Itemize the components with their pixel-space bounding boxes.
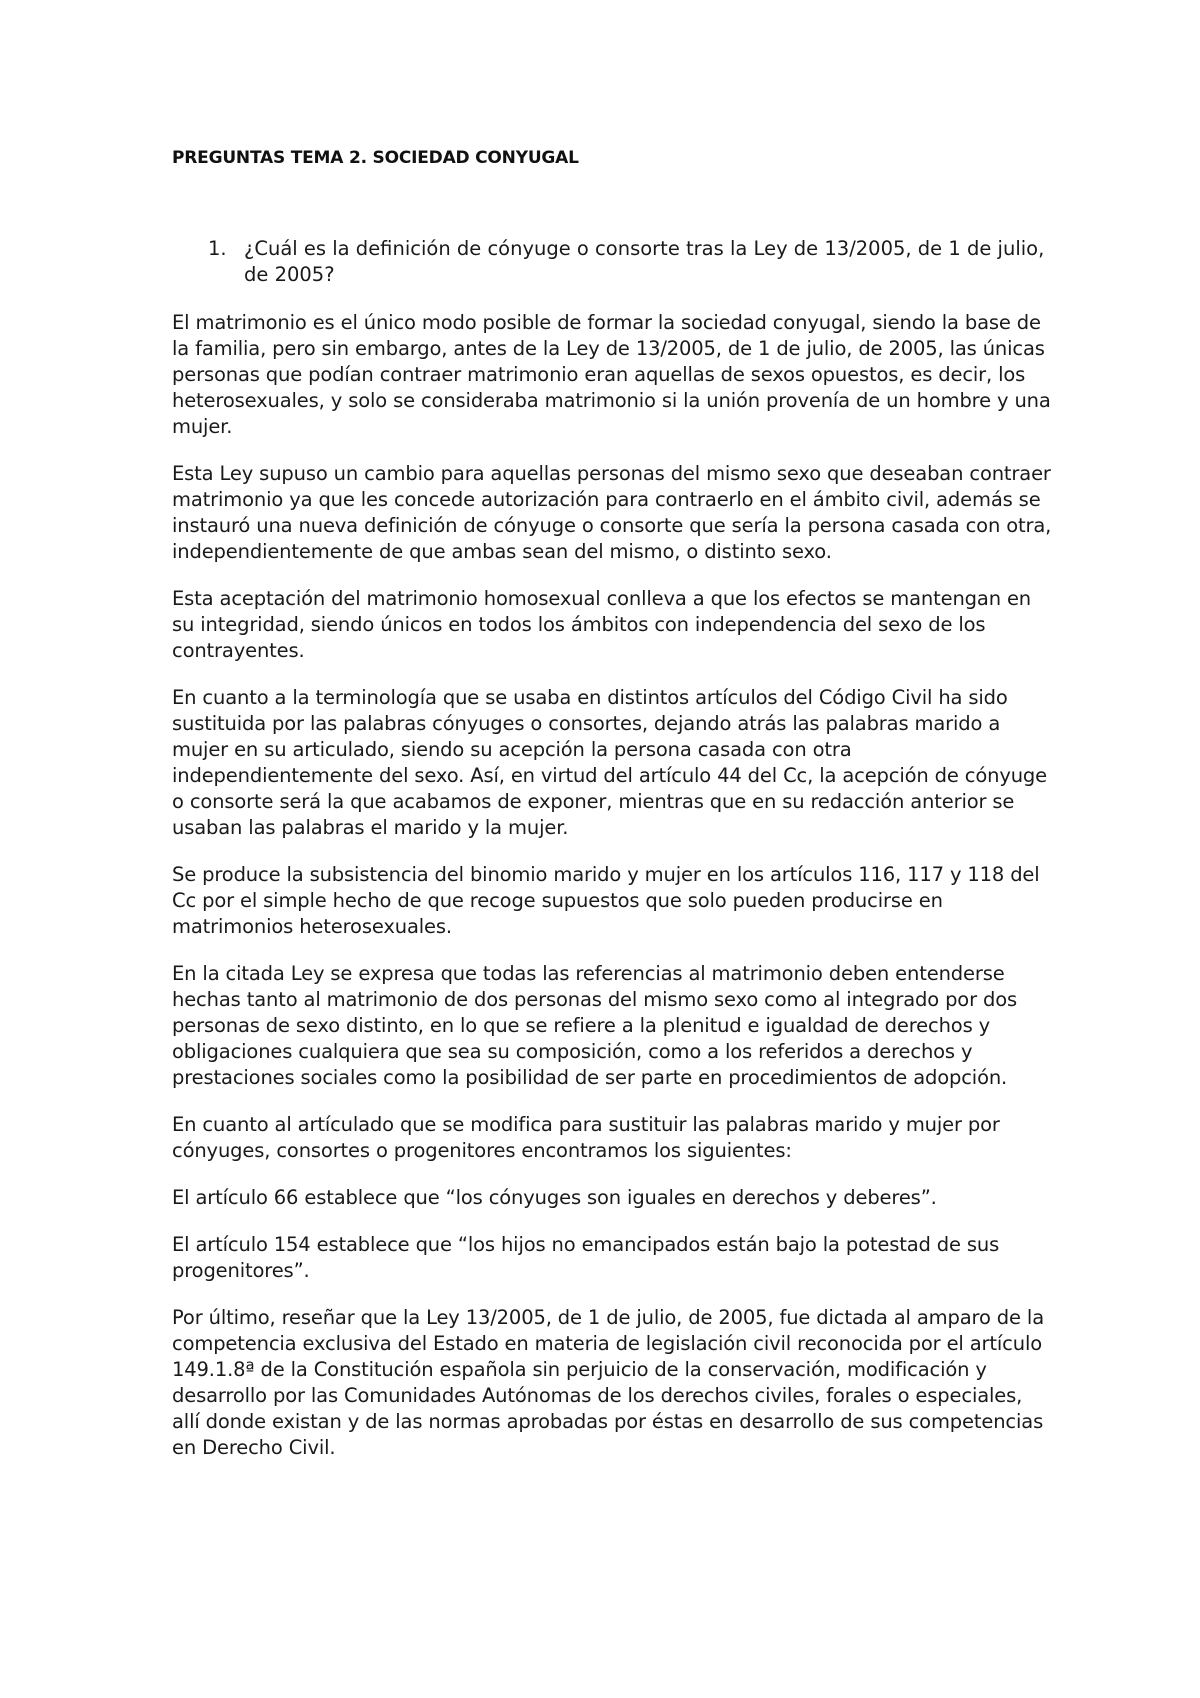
question-text: ¿Cuál es la definición de cónyuge o consorte tras la Ley de 13/2005, de 1 de julio, de 2005? [244, 237, 1045, 286]
paragraph: En cuanto a la terminología que se usaba en distintos artículos del Código Civil ha sido sustituida por las palabras cónyuges o consortes, dejando atrás las palabras marido a mujer en su articulado, siendo su acepción la persona casada con otra independientemente del sexo. Así, en virtud del artículo 44 del Cc, la acepción de cónyuge o consorte será la que acabamos de exponer, mientras que en su redacción anterior se usaban las palabras el marido y la mujer. [172, 686, 1048, 839]
paragraph: Por último, reseñar que la Ley 13/2005, de 1 de julio, de 2005, fue dictada al amparo de la competencia exclusiva del Estado en materia de legislación civil reconocida por el artículo 149.1.8ª de la Constitución española sin perjuicio de la conservación, modificación y desarrollo por las Comunidades Autónomas de los derechos civiles, forales o especiales, allí donde existan y de las normas aprobadas por éstas en desarrollo de sus competencias en Derecho Civil. [172, 1306, 1044, 1459]
paragraph: Se produce la subsistencia del binomio marido y mujer en los artículos 116, 117 y 118 del Cc por el simple hecho de que recoge supuestos que solo pueden producirse en matrimonios heterosexuales. [172, 863, 1040, 938]
question-number: 1. [208, 237, 227, 260]
document-title: PREGUNTAS TEMA 2. SOCIEDAD CONYUGAL [172, 148, 579, 168]
paragraph: Esta Ley supuso un cambio para aquellas personas del mismo sexo que deseaban contraer matrimonio ya que les concede autorización para contraerlo en el ámbito civil, además se instauró una nueva definición de cónyuge o consorte que sería la persona casada con otra, independientemente de que ambas sean del mismo, o distinto sexo. [172, 462, 1052, 563]
paragraph: El artículo 154 establece que “los hijos no emancipados están bajo la potestad de sus progenitores”. [172, 1233, 1000, 1282]
paragraph: Esta aceptación del matrimonio homosexual conlleva a que los efectos se mantengan en su integridad, siendo únicos en todos los ámbitos con independencia del sexo de los contrayentes. [172, 587, 1032, 662]
paragraph: El matrimonio es el único modo posible de formar la sociedad conyugal, siendo la base de la familia, pero sin embargo, antes de la Ley de 13/2005, de 1 de julio, de 2005, las únicas personas que podían contraer matrimonio eran aquellas de sexos opuestos, es decir, los heterosexuales, y solo se consideraba matrimonio si la unión provenía de un hombre y una mujer. [172, 311, 1051, 438]
paragraph: En cuanto al artículado que se modifica para sustituir las palabras marido y mujer por cónyuges, consortes o progenitores encontramos los siguientes: [172, 1113, 1000, 1162]
paragraph: El artículo 66 establece que “los cónyuges son iguales en derechos y deberes”. [172, 1186, 937, 1209]
answer-body [172, 310, 1052, 1482]
paragraph: En la citada Ley se expresa que todas las referencias al matrimonio deben entenderse hechas tanto al matrimonio de dos personas del mismo sexo como al integrado por dos personas de sexo distinto, en lo que se refiere a la plenitud e igualdad de derechos y obligaciones cualquiera que sea su composición, como a los referidos a derechos y prestaciones sociales como la posibilidad de ser parte en procedimientos de adopción. [172, 962, 1018, 1089]
question-item [172, 236, 1052, 288]
